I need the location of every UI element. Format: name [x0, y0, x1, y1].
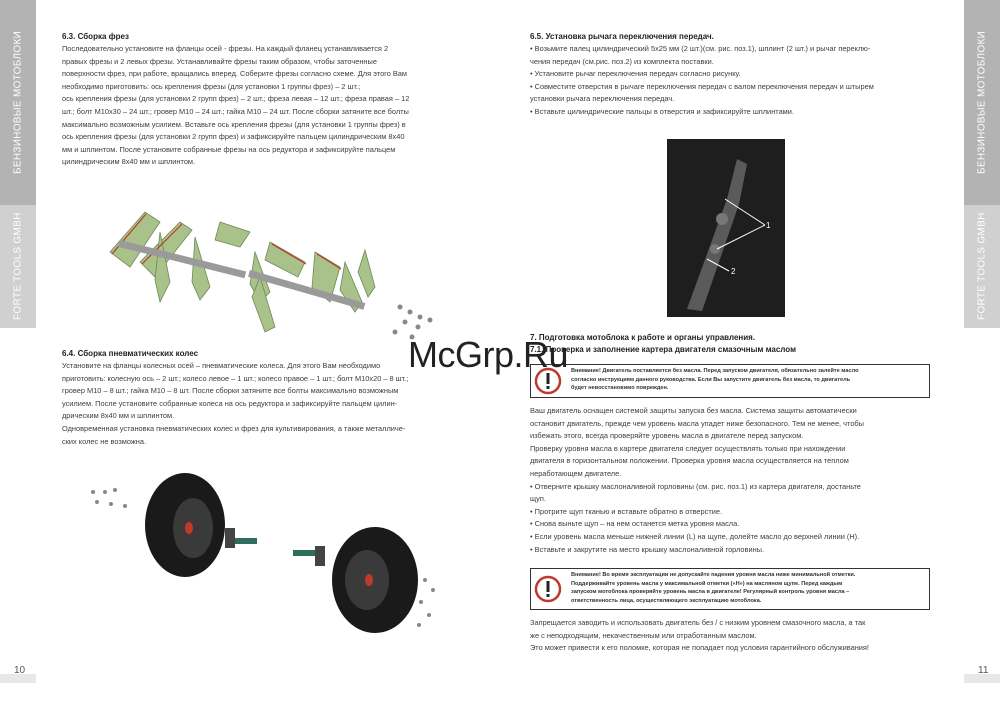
section-6-5-text: • Возьмите палец цилиндрический 5х25 мм (2 шт.)(см. рис. поз.1), шплинт (2 шт.) и рычаг переклю- чения передач (см.рис. поз.2) из комплекта поставки. • Установите рычаг переключения передач согласно рисунку. • Совместите отверстия в рычаге переключения передач с валом переключения передач и штырем установки рычага переключения передач. • Вставьте цилиндрические пальцы в отверстия и зафиксируйте шплинтами.	[530, 44, 874, 116]
page-number-right: 11	[978, 665, 989, 676]
sidebar-company-label: FORTE TOOLS GMBH	[12, 212, 24, 321]
warning-box-1	[530, 364, 930, 398]
wheel-assembly-illustration	[85, 470, 445, 645]
oil-check-text: Ваш двигатель оснащен системой защиты запуска без масла. Система защиты автоматически остановит двигатель, прежде чем уровень масла упадет ниже безопасного. Тем не менее, чтобы избежать этого, всегда проверяйте уровень масла в двигателе перед запуском. Проверку уровня масла в картере двигателя следует осуществлять только при нахождении двигателя в горизонтальном положении. Проверка уровня масла осуществляется на теплом неработающем двигателе. • Отверните крышку маслоналивной горловины (см. рис. поз.1) из картера двигателя, достаньте щуп. • Протрите щуп тканью и вставьте обратно в отверстие. • Снова выньте щуп – на нем останется метка уровня масла. • Если уровень масла меньше нижней линии (L) на щупе, долейте масло до верхней линии (H). • Вставьте и закрутите на место крышку маслоналивной горловины.	[530, 406, 864, 554]
sidebar-company-label: FORTE TOOLS GMBH	[976, 212, 988, 321]
watermark: McGrp.Ru	[408, 334, 569, 375]
oil-warning-text: Запрещается заводить и использовать двигатель без / с низким уровнем смазочного масла, а так же с неподходящим, некачественным или отработанным маслом. Это может привести к его поломке, которая не попадает под условия гарантийного обслуживания!	[530, 618, 869, 653]
gear-lever-photo	[667, 139, 785, 317]
section-6-3-title: 6.3. Сборка фрез	[62, 32, 129, 41]
section-6-4-text: Установите на фланцы колесных осей – пневматические колеса. Для этого Вам необходимо приготовить: колесную ось – 2 шт.; колесо левое – 1 шт.; колесо правое – 1 шт.; болт М10х20 – 8 шт.; гровер М10 – 8 шт.; гайка М10 – 8 шт. После сборки затяните все болты максимально возможным усилием. После установите собранные колеса на ось редуктора и зафиксируйте пальцем цилин- дрическим 8х40 мм и шплинтом. Одновременная установка пневматических колес и фрез для культивирования, а также металличе- ских колес не возможна.	[62, 361, 409, 446]
page-number-left: 10	[14, 665, 26, 676]
sidebar-company-right	[964, 205, 1000, 328]
section-6-3-text: Последовательно установите на фланцы осей - фрезы. На каждый фланец устанавливается 2 правых фрезы и 2 левых фрезы. Устанавливайте фрезы таким образом, чтобы заточенные поверхности фрез, при работе, вращались вперед. Соберите фрезы согласно схеме. Для этого Вам необходимо приготовить: ось крепления фрезы (для установки 1 группы фрез) – 2 шт.; ось крепления фрезы (для установки 2 групп фрез) – 2 шт.; фреза левая – 12 шт.; фреза правая – 12 шт.; болт М10х30 – 24 шт.; гровер М10 – 24 шт.; гайка М10 – 24 шт. После сборки затяните все болты максимально возможным усилием. Вставьте ось крепления фрезы (для установки 1 группы фрез) в ось крепления фрезы (для установки 2 групп фрез) и зафиксируйте пальцем цилиндрическим 8х40 мм и шплинтом. После установите собранные фрезы на ось редуктора и зафиксируйте пальцем цилиндрическим 8х40 мм и шплинтом.	[62, 44, 410, 167]
sidebar-category-right	[964, 0, 1000, 205]
sidebar-category-label: БЕНЗИНОВЫЕ МОТОБЛОКИ	[976, 30, 988, 175]
warning-text-2: Внимание! Во время эксплуатации не допускайте падения уровня масла ниже минимальной отметки. Поддерживайте уровень масла у максимальной отметки («Н») на масляном щупе. Перед каждым запуском мотоблока проверяйте уровень масла в двигателе! Регулярный контроль уровня масла – ответственность лица, осуществляющего эксплуатацию мотоблока.	[571, 572, 856, 604]
sidebar-category-label: БЕНЗИНОВЫЕ МОТОБЛОКИ	[12, 30, 24, 175]
sidebar-category-left	[0, 0, 36, 205]
section-7-1-title: 7.1. Проверка и заполнение картера двигателя смазочным маслом	[530, 345, 796, 354]
sidebar-company-left	[0, 205, 36, 328]
warning-text-1: Внимание! Двигатель поставляется без масла. Перед запуском двигателя, обязательно залейте масло согласно инструкциям данного руководства. Если Вы запустите двигатель без масла, то двигатель будет невосстановимо поврежден.	[571, 368, 859, 392]
section-6-4-title: 6.4. Сборка пневматических колес	[62, 349, 199, 358]
photo-label-1: 1	[766, 221, 771, 230]
tiller-assembly-illustration	[100, 192, 440, 342]
section-7-title: 7. Подготовка мотоблока к работе и органы управления.	[530, 333, 756, 342]
photo-label-2: 2	[731, 267, 736, 276]
section-6-5-title: 6.5. Установка рычага переключения передач.	[530, 32, 714, 41]
warning-icon	[534, 575, 562, 603]
warning-box-2	[530, 568, 930, 610]
